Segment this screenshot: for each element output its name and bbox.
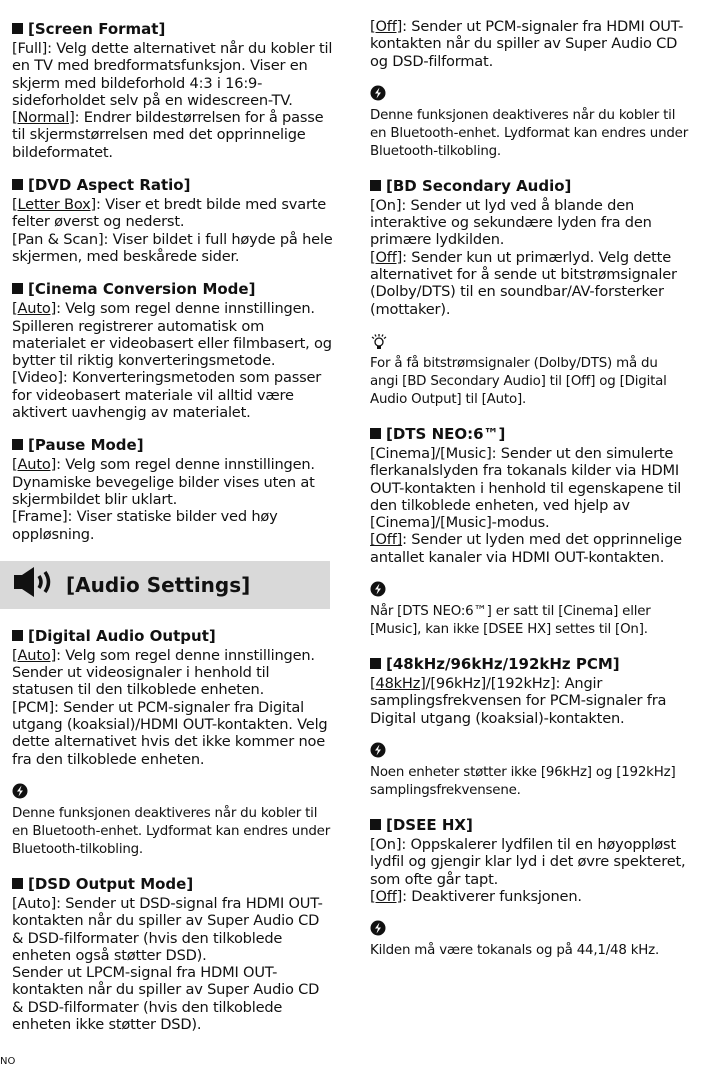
section-heading-text: [Cinema Conversion Mode] (28, 280, 256, 299)
description-text: [PCM]: Sender ut PCM-signaler fra Digital utgang (koaksial)/HDMI OUT-kontakten. Velg dette alternativet hvis det ikke kommer noe fra den tilkoblede enheten. (12, 698, 328, 768)
description-text: [Pan & Scan]: Viser bildet i full høyde på hele skjermen, med beskårede sider. (12, 230, 333, 265)
note (12, 783, 334, 859)
note-text: Denne funksjonen deaktiveres når du kobler til en Bluetooth-enhet. Lydformat kan endres under Bluetooth-tilkobling. (370, 107, 689, 159)
description-text: [On]: Sender ut lyd ved å blande den interaktive og sekundære lyden fra den primære lydkilden. (370, 196, 652, 249)
section-heading (370, 177, 688, 196)
description-text: : Velg som regel denne innstillingen. Sender ut videosignaler i henhold til statusen til den tilkoblede enheten. (12, 646, 315, 699)
hint-icon (370, 333, 688, 355)
note-icon (12, 783, 334, 805)
description-text: : Deaktiverer funksjonen. (402, 887, 582, 905)
note-text: For å få bitstrømsignaler (Dolby/DTS) må du angi [BD Secondary Audio] til [Off] og [Digital Audio Output] til [Auto]. (370, 355, 667, 407)
description-text: [Auto]: Sender ut DSD-signal fra HDMI OUT-kontakten når du spiller av Super Audio CD & DSD-filformater (hvis den tilkoblede enheten også støtter DSD). (12, 894, 323, 964)
note (370, 920, 688, 960)
default-option: [Off] (370, 248, 403, 266)
square-bullet-icon (12, 179, 23, 190)
section-heading-text: [DVD Aspect Ratio] (28, 176, 191, 195)
option-description (12, 964, 334, 1033)
description-text: Sender ut LPCM-signal fra HDMI OUT-kontakten når du spiller av Super Audio CD & DSD-filformater (hvis den tilkoblede enheten ikke støtter DSD). (12, 964, 320, 1033)
option-description (12, 109, 334, 161)
right-column (370, 18, 688, 976)
left-column (12, 20, 334, 1048)
default-option: [Normal] (12, 109, 75, 127)
speaker-icon (12, 565, 56, 604)
square-bullet-icon (12, 630, 23, 641)
option-description (12, 369, 334, 421)
audio-settings-banner (0, 561, 330, 609)
setting-section (12, 627, 334, 768)
note-icon (370, 920, 688, 942)
description-text: [Full]: Velg dette alternativet når du kobler til en TV med bredformatsfunksjon. Viser en skjerm med bildeforhold 4:3 i 16:9-sideforholdet selv på en widescreen-TV. (12, 40, 333, 109)
description-text: [Video]: Konverteringsmetoden som passer for videobasert materiale vil alltid være aktivert uavhengig av materialet. (12, 369, 322, 422)
note (370, 85, 688, 161)
setting-section (370, 425, 688, 566)
description-text: : Sender kun ut primærlyd. Velg dette alternativet for å sende ut bitstrømsignaler (Dolby/DTS) til en soundbar/AV-forsterker (mottaker). (370, 248, 677, 318)
banner-title: [Audio Settings] (66, 572, 251, 597)
option-description (370, 197, 688, 249)
square-bullet-icon (12, 878, 23, 889)
option-description (370, 836, 688, 888)
square-bullet-icon (12, 439, 23, 450)
description-text: [Frame]: Viser statiske bilder ved høy oppløsning. (12, 508, 278, 543)
section-heading-text: [Screen Format] (28, 20, 166, 38)
section-heading-text: [DTS NEO:6™] (386, 424, 506, 443)
option-description (12, 40, 334, 109)
setting-section (370, 18, 688, 70)
section-heading-text: [48kHz/96kHz/192kHz PCM] (386, 655, 620, 674)
option-description (370, 675, 688, 727)
setting-section (12, 436, 334, 542)
setting-section (12, 176, 334, 265)
option-description (370, 531, 688, 566)
description-text: : Velg som regel denne innstillingen. Dynamiske bevegelige bilder vises uten at skjermbildet blir uklart. (12, 456, 315, 508)
square-bullet-icon (12, 23, 23, 34)
option-description (12, 456, 334, 508)
page-language-code: NO (0, 1056, 16, 1067)
section-heading (12, 627, 334, 646)
default-option: [Auto] (12, 456, 57, 474)
section-heading (12, 20, 334, 39)
option-description (12, 508, 334, 543)
section-heading (370, 425, 688, 444)
option-description (370, 888, 688, 905)
description-text: [Cinema]/[Music]: Sender ut den simulerte flerkanalslyden fra tokanals kilder via HDMI OUT-kontakten i henhold til egenskapene til den tilkoblede enheten, ved hjelp av [Cinema]/[Music]-modus. (370, 444, 682, 532)
note-text: Denne funksjonen deaktiveres når du kobler til en Bluetooth-enhet. Lydformat kan endres under Bluetooth-tilkobling. (12, 805, 331, 857)
description-text: : Endrer bildestørrelsen for å passe til skjermstørrelsen med det opprinnelige bildeformatet. (12, 109, 324, 161)
square-bullet-icon (370, 428, 381, 439)
option-description (370, 445, 688, 531)
option-description (12, 647, 334, 699)
default-option: [Auto] (12, 646, 57, 664)
setting-section (370, 177, 688, 318)
section-heading (12, 176, 334, 195)
description-text: : Sender ut lyden med det opprinnelige antallet kanaler via HDMI OUT-kontakten. (370, 531, 682, 566)
hint-note (370, 333, 688, 409)
option-description (12, 231, 334, 266)
section-heading (12, 280, 334, 299)
square-bullet-icon (12, 283, 23, 294)
option-description (370, 249, 688, 318)
default-option: [Auto] (12, 300, 57, 318)
description-text: : Velg som regel denne innstillingen. Spilleren registrerer automatisk om materialet er videobasert eller filmbasert, og bytter til riktig konverteringsmetode. (12, 300, 332, 370)
note (370, 581, 688, 639)
description-text: : Sender ut PCM-signaler fra HDMI OUT-kontakten når du spiller av Super Audio CD og DSD-filformat. (370, 18, 684, 70)
square-bullet-icon (370, 658, 381, 669)
default-option: [Off] (370, 887, 403, 905)
option-description (12, 300, 334, 369)
setting-section (12, 280, 334, 421)
option-description (12, 895, 334, 964)
section-heading (12, 875, 334, 894)
description-text: /[96kHz]/[192kHz]: Angir samplingsfrekvensen for PCM-signaler fra Digital utgang (koaksial)-kontakten. (370, 675, 667, 727)
section-heading-text: [BD Secondary Audio] (386, 176, 572, 195)
note-icon (370, 85, 688, 107)
description-text: [On]: Oppskalerer lydfilen til en høyoppløst lydfil og gjengir klar lyd i det øvre spekteret, som ofte går tapt. (370, 835, 686, 888)
default-option: [48kHz] (370, 675, 426, 693)
setting-section (12, 20, 334, 161)
section-heading-text: [Pause Mode] (28, 436, 144, 455)
section-heading (370, 816, 688, 835)
default-option: [Off] (370, 531, 403, 549)
section-heading-text: [DSEE HX] (386, 815, 473, 834)
note-icon (370, 581, 688, 603)
section-heading (370, 655, 688, 674)
section-heading-text: [Digital Audio Output] (28, 626, 216, 645)
default-option: [Off] (370, 18, 403, 35)
default-option: [Letter Box] (12, 196, 97, 214)
note (370, 742, 688, 800)
setting-section (370, 655, 688, 727)
section-heading (12, 436, 334, 455)
note-text: Kilden må være tokanals og på 44,1/48 kHz. (370, 943, 660, 959)
note-icon (370, 742, 688, 764)
option-description (12, 196, 334, 231)
section-heading-text: [DSD Output Mode] (28, 874, 194, 893)
setting-section (12, 875, 334, 1033)
option-description (12, 699, 334, 768)
description-text: : Viser et bredt bilde med svarte felter øverst og nederst. (12, 196, 327, 231)
square-bullet-icon (370, 819, 381, 830)
square-bullet-icon (370, 180, 381, 191)
option-description (370, 18, 688, 70)
note-text: Når [DTS NEO:6™] er satt til [Cinema] eller [Music], kan ikke [DSEE HX] settes til [On]. (370, 604, 651, 638)
setting-section (370, 816, 688, 905)
note-text: Noen enheter støtter ikke [96kHz] og [192kHz] samplingsfrekvensene. (370, 764, 676, 798)
